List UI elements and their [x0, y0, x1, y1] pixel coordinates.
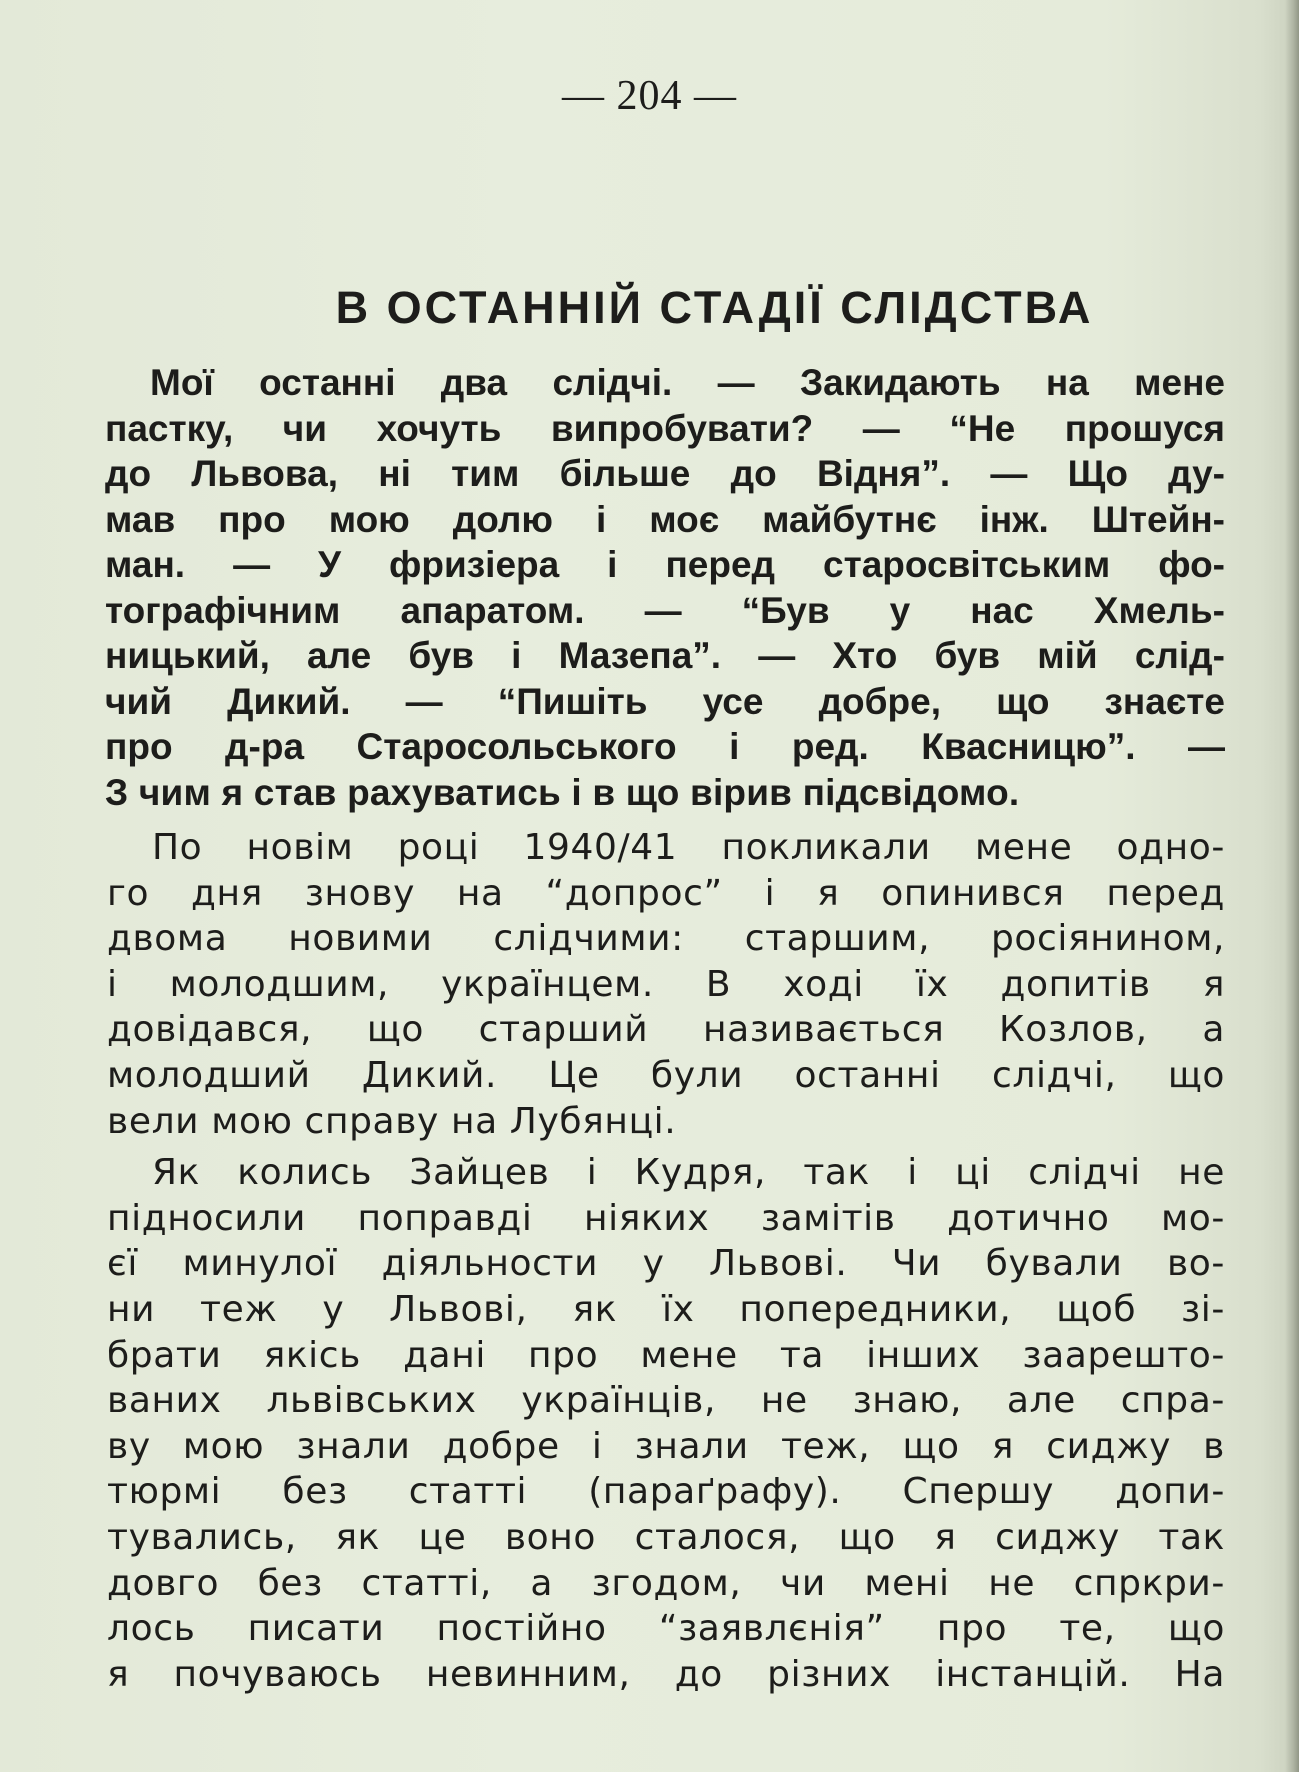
- paragraph-2-line: тюрмі без статті (параґрафу). Спершу допи-: [107, 1471, 1225, 1513]
- paragraph-1-line: го дня знову на “допрос” і я опинився перед: [107, 872, 1225, 914]
- body-text: [107, 825, 1225, 1697]
- synopsis-line: пастку, чи хочуть випробувати? — “Не прошуся: [105, 407, 1225, 449]
- synopsis-line: до Львова, ні тим більше до Відня”. — Що ду-: [105, 453, 1225, 494]
- paragraph-1-line: довідався, що старший називається Козлов, а: [107, 1009, 1225, 1051]
- synopsis-line: чий Дикий. — “Пишіть усе добре, що знаєте: [105, 680, 1225, 722]
- paragraph-1-line: вели мою справу на Лубянці.: [107, 1100, 677, 1142]
- paragraph-2-line: лось писати постійно “заявлєнія” про те, що: [107, 1608, 1225, 1650]
- synopsis-line: тографічним апаратом. — “Був у нас Хмель-: [105, 589, 1225, 631]
- paragraph-2-line: підносили поправді ніяких замітів дотично мо-: [107, 1197, 1225, 1239]
- page-number: — 204 —: [562, 73, 737, 119]
- paragraph-1-line: По новім році 1940/41 покликали мене одно-: [152, 827, 1225, 868]
- synopsis-line: З чим я став рахуватись і в що вірив підсвідомо.: [105, 771, 1020, 813]
- synopsis-line: мав про мою долю і моє майбутнє інж. Штейн-: [105, 498, 1225, 540]
- paragraph-2-line: брати якісь дані про мене та інших заарешто-: [107, 1334, 1225, 1376]
- paragraph-2-line: ваних львівських українців, не знаю, але спра-: [107, 1380, 1225, 1422]
- paragraph-1-line: двома новими слідчими: старшим, росіянином,: [107, 918, 1225, 960]
- synopsis-line: ман. — У фризіера і перед старосвітським фо-: [105, 544, 1225, 585]
- synopsis-line: ницький, але був і Мазепа”. — Хто був мій слід-: [105, 635, 1225, 676]
- paragraph-2-line: довго без статті, а згодом, чи мені не спркри-: [107, 1562, 1225, 1604]
- paragraph-2-line: тувались, як це воно сталося, що я сиджу так: [107, 1516, 1225, 1558]
- synopsis-line: про д-ра Старосольського і ред. Квасницю”. —: [105, 726, 1225, 767]
- page-binding-shadow: [1285, 0, 1299, 1772]
- paragraph-2-line: єї минулої діяльности у Львові. Чи бували во-: [107, 1243, 1225, 1285]
- paragraph-1-line: молодший Дикий. Це були останні слідчі, що: [107, 1054, 1225, 1096]
- paragraph-1-line: і молодшим, українцем. В ході їх допитів я: [107, 963, 1225, 1005]
- paragraph-2-line: ни теж у Львові, як їх попередники, щоб зі-: [107, 1288, 1225, 1330]
- chapter-title: В ОСТАННІЙ СТАДІЇ СЛІДСТВА: [335, 282, 1094, 333]
- paragraph-2-line: ву мою знали добре і знали теж, що я сиджу в: [107, 1425, 1225, 1467]
- chapter-synopsis: [105, 360, 1225, 815]
- synopsis-line: Мої останні два слідчі. — Закидають на мене: [150, 362, 1225, 403]
- paragraph-2-line: я почуваюсь невинним, до різних інстанцій. На: [107, 1653, 1225, 1695]
- paragraph-2-line: Як колись Зайцев і Кудря, так і ці слідчі не: [152, 1152, 1225, 1194]
